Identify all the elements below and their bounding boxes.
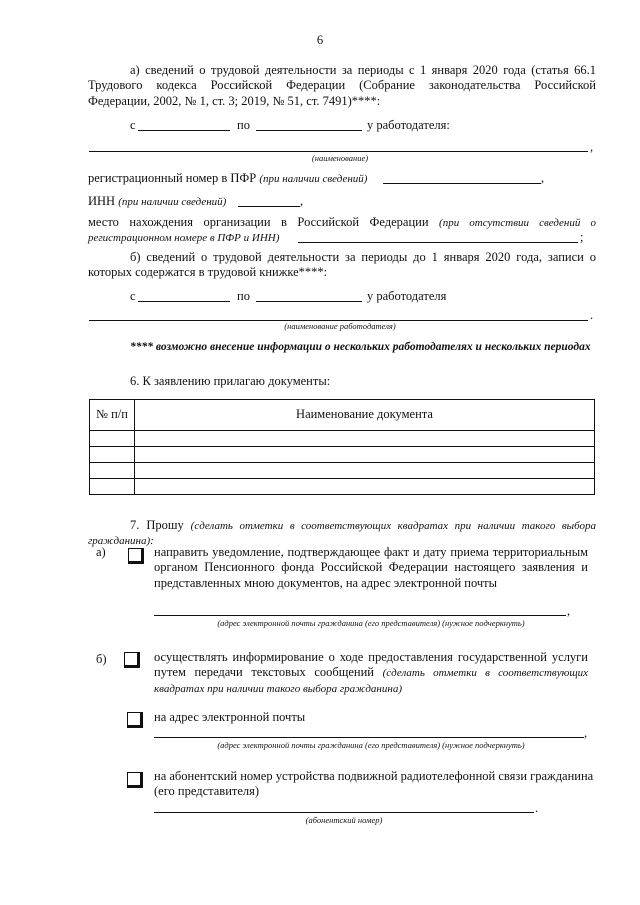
table-row: [90, 479, 595, 495]
to-date-field-a[interactable]: [256, 130, 362, 131]
location-field[interactable]: [298, 242, 578, 243]
table-cell[interactable]: [135, 431, 595, 447]
option-b-checkbox[interactable]: [124, 652, 140, 668]
option-a-caption: (адрес электронной почты гражданина (его представителя) (нужное подчеркнуть): [217, 618, 525, 628]
pfr-label: регистрационный номер в ПФР: [88, 171, 257, 185]
option-b-email-comma: ,: [584, 726, 588, 740]
inn-comma: ,: [300, 194, 304, 208]
option-a-checkbox[interactable]: [128, 548, 144, 564]
item6-heading: 6. К заявлению прилагаю документы:: [130, 374, 331, 388]
pfr-comma: ,: [541, 171, 545, 185]
table-cell[interactable]: [90, 447, 135, 463]
option-b-phone-period: .: [535, 801, 539, 815]
location-semicolon: ;: [580, 230, 584, 244]
inn-field[interactable]: [238, 206, 300, 207]
option-b-phone-caption: (абонентский номер): [305, 815, 383, 825]
pfr-note: (при наличии сведений): [259, 173, 368, 185]
employer-name-field-a[interactable]: [89, 151, 588, 152]
section-a-paragraph: а) сведений о трудовой деятельности за периоды с 1 января 2020 года (статья 66.1 Трудового кодекса Российской Федерации (Собрание законодательства Российской Федерации, 2002, № 1, ст. 3; 2019, № 51, ст. 7491)****:: [88, 63, 596, 108]
option-b-text-block: [154, 650, 588, 696]
location-note: (при отсутствии сведений о регистрационном номере в ПФР и ИНН): [88, 217, 596, 245]
column-header-document: Наименование документа: [135, 400, 595, 431]
name-caption-b: (наименование работодателя): [284, 321, 396, 331]
option-a-text: направить уведомление, подтверждающее факт и дату приема территориальным органом Пенсионного фонда Российской Федерации настоящего заявления и представленных мною документов, на адрес электронной почты: [154, 545, 588, 590]
from-label-a: с: [130, 118, 136, 132]
option-a-email-field[interactable]: [154, 615, 566, 616]
table-cell[interactable]: [135, 447, 595, 463]
option-b-note: (сделать отметки в соответствующих квадратах при наличии такого выбора гражданина): [154, 667, 589, 695]
to-date-field-b[interactable]: [256, 301, 362, 302]
from-date-field-a[interactable]: [138, 130, 230, 131]
option-b-email-label: на адрес электронной почты: [154, 710, 306, 724]
item7-heading-main: 7. Прошу: [130, 518, 184, 532]
period-b: .: [590, 308, 594, 322]
table-row: [90, 431, 595, 447]
option-b-letter: б): [96, 652, 107, 666]
inn-note: (при наличии сведений): [118, 196, 227, 208]
table-row: [90, 463, 595, 479]
column-header-number: № п/п: [90, 400, 135, 431]
option-b-phone-field[interactable]: [154, 812, 534, 813]
to-label-a: по: [237, 118, 250, 132]
section-b-paragraph: б) сведений о трудовой деятельности за периоды до 1 января 2020 года, записи о которых содержатся в трудовой книжке****:: [88, 250, 596, 280]
inn-row: [88, 194, 226, 209]
option-b-email-field[interactable]: [154, 737, 584, 738]
table-row: [90, 447, 595, 463]
option-a-comma: ,: [567, 604, 571, 618]
table-header-row: [90, 400, 595, 431]
documents-table: [89, 399, 595, 495]
from-date-field-b[interactable]: [138, 301, 230, 302]
option-b-text: осуществлять информирование о ходе предоставления государственной услуги путем передачи текстовых сообщений: [154, 650, 588, 680]
inn-label: ИНН: [88, 194, 116, 208]
option-b-phone-label: на абонентский номер устройства подвижной радиотелефонной связи гражданина (его представителя): [154, 769, 594, 799]
item7-heading-note: (сделать отметки в соответствующих квадратах при наличии такого выбора гражданина):: [88, 520, 597, 548]
option-a-letter: а): [96, 545, 106, 559]
table-cell[interactable]: [90, 463, 135, 479]
page-number: 6: [316, 33, 324, 47]
table-cell[interactable]: [90, 431, 135, 447]
name-caption-a: (наименование): [311, 153, 369, 163]
trailing-comma: ,: [590, 140, 594, 154]
from-label-b: с: [130, 289, 136, 303]
option-b-email-caption: (адрес электронной почты гражданина (его представителя) (нужное подчеркнуть): [217, 740, 525, 750]
table-cell[interactable]: [90, 479, 135, 495]
option-b-phone-checkbox[interactable]: [127, 772, 143, 788]
to-label-b: по: [237, 289, 250, 303]
employer-label-b: у работодателя: [367, 289, 447, 303]
pfr-number-field[interactable]: [383, 183, 541, 184]
location-label: место нахождения организации в Российской Федерации: [88, 215, 429, 229]
employer-label-a: у работодателя:: [367, 118, 450, 132]
footnote: **** возможно внесение информации о нескольких работодателях и нескольких периодах: [130, 341, 591, 353]
table-cell[interactable]: [135, 479, 595, 495]
option-b-email-checkbox[interactable]: [127, 712, 143, 728]
table-cell[interactable]: [135, 463, 595, 479]
pfr-row: [88, 171, 367, 186]
